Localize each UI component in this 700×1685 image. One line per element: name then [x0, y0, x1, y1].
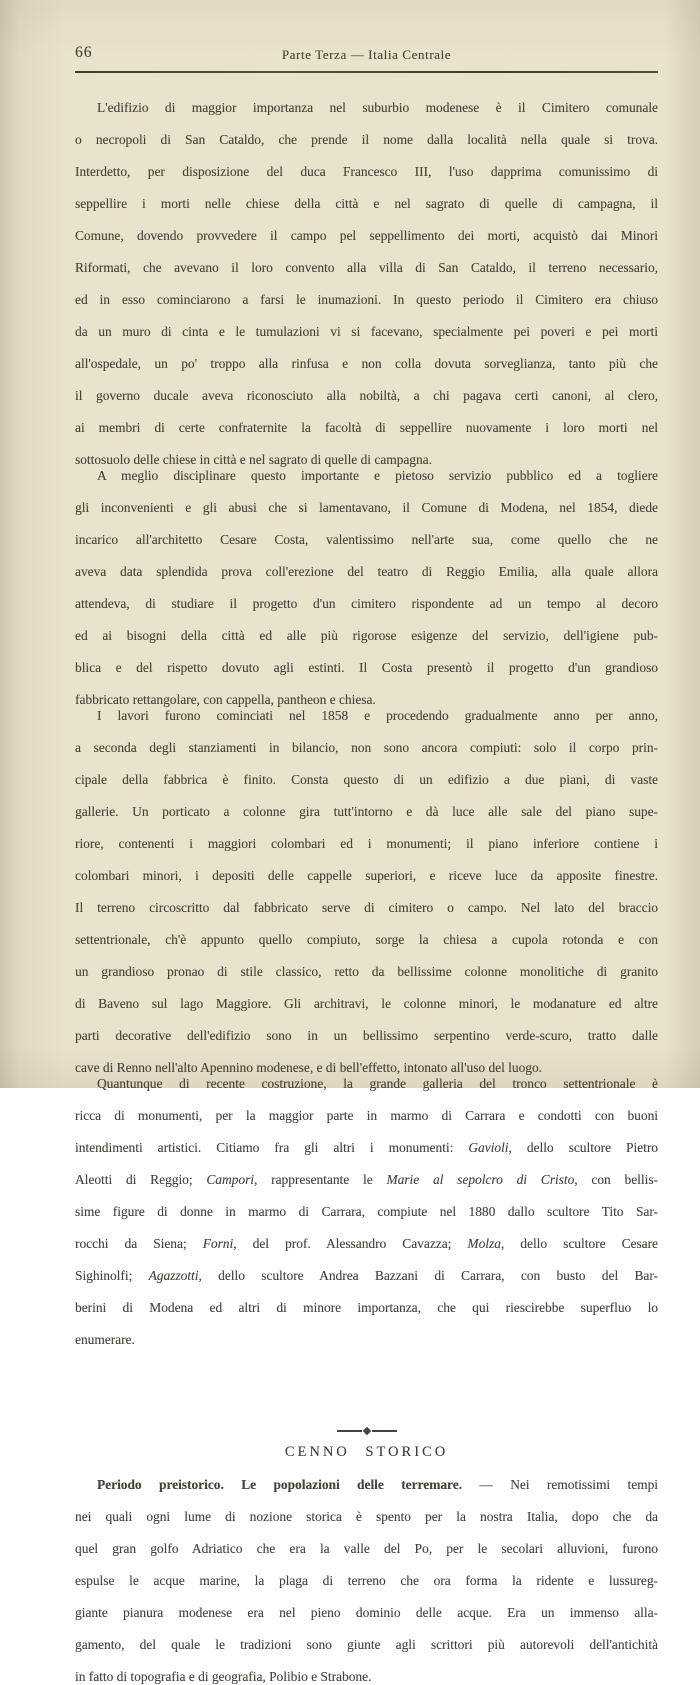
text-line: sottosuolo delle chiese in città e nel sagrato di quelle di campagna.	[75, 452, 432, 467]
text-line: settentrionale, ch'è appunto quello compiuto, sorge la chiesa a cupola rotonda e con	[75, 932, 658, 947]
text-line: Riformati, che avevano il loro convento alla villa di San Cataldo, il terreno necessario,	[75, 260, 658, 275]
text-line: gamento, del quale le tradizioni sono giunte agli scrittori più autorevoli dell'antichità	[75, 1637, 658, 1652]
paragraph	[75, 468, 658, 708]
text-line: ricca di monumenti, per la maggior parte in marmo di Carrara e condotti con buoni	[75, 1108, 658, 1123]
running-title: Parte Terza — Italia Centrale	[281, 47, 452, 62]
paragraph	[75, 1477, 658, 1685]
text-line: cave di Renno nell'alto Apennino modenese, e di bell'effetto, intonato all'uso del luogo.	[75, 1060, 542, 1075]
text-line: Sighinolfi; Agazzotti, dello scultore Andrea Bazzani di Carrara, con busto del Bar-	[75, 1268, 658, 1283]
text-line: espulse le acque marine, la plaga di terreno che ora forma la ridente e lussureg-	[75, 1573, 658, 1588]
text-line: fabbricato rettangolare, con cappella, pantheon e chiesa.	[75, 692, 376, 707]
text-line: Interdetto, per disposizione del duca Francesco III, l'uso dapprima comunissimo di	[75, 164, 658, 179]
text-line: rocchi da Siena; Forni, del prof. Alessandro Cavazza; Molza, dello scultore Cesare	[75, 1236, 658, 1251]
text-line: sime figure di donne in marmo di Carrara, compiute nel 1880 dallo scultore Tito Sar-	[75, 1204, 658, 1219]
text-line: parti decorative dell'edifizio sono in un bellissimo serpentino verde-scuro, tratto dalle	[75, 1028, 658, 1043]
text-line: o necropoli di San Cataldo, che prende il nome dalla località nella quale si trova.	[75, 132, 658, 147]
text-line: Quantunque di recente costruzione, la grande galleria del tronco settentrionale è	[97, 1076, 658, 1091]
text-line: gallerie. Un porticato a colonne gira tutt'intorno e dà luce alle sale del piano supe-	[75, 804, 658, 819]
paragraph	[75, 1076, 658, 1348]
text-line: intendimenti artistici. Citiamo fra gli altri i monumenti: Gavioli, dello scultore Pietro	[75, 1140, 658, 1155]
text-line: Aleotti di Reggio; Campori, rappresentante le Marie al sepolcro di Cristo, con bellis-	[75, 1172, 658, 1187]
text-line: riore, contenenti i maggiori colombari ed i monumenti; il piano inferiore contiene i	[75, 836, 658, 851]
section-heading: CENNO STORICO	[284, 1444, 449, 1460]
text-line: a seconda degli stanziamenti in bilancio, non sono ancora compiuti: solo il corpo prin-	[75, 740, 658, 755]
text-line: attendeva, di studiare il progetto d'un cimitero rispondente ad un tempo al decoro	[75, 596, 658, 611]
divider-line-left-icon	[337, 1430, 362, 1432]
text-line: incarico all'architetto Cesare Costa, valentissimo nell'arte sua, come quello che ne	[75, 532, 658, 547]
text-line: da un muro di cinta e le tumulazioni vi si facevano, specialmente pei poveri e pei morti	[75, 324, 658, 339]
text-line: quel gran golfo Adriatico che era la valle del Po, per le secolari alluvioni, furono	[75, 1541, 658, 1556]
text-line: ed ai bisogni della città ed alle più rigorose esigenze del servizio, dell'igiene pub-	[75, 628, 658, 643]
divider-diamond-icon	[362, 1427, 370, 1435]
text-line: ai membri di certe confraternite la facoltà di seppellire nuovamente i loro morti nel	[75, 420, 658, 435]
text-line: in fatto di topografia e di geografia, Polibio e Strabone.	[75, 1669, 372, 1684]
divider-line-right-icon	[372, 1430, 397, 1432]
section-divider	[327, 1428, 407, 1434]
text-line: Il terreno circoscritto dal fabbricato serve di cimitero o campo. Nel lato del braccio	[75, 900, 658, 915]
page-number: 66	[75, 44, 93, 61]
text-line: blica e del rispetto dovuto agli estinti. Il Costa presentò il progetto d'un grandioso	[75, 660, 658, 675]
text-line: aveva data splendida prova coll'erezione del teatro di Reggio Emilia, alla quale allora	[75, 564, 658, 579]
text-line: all'ospedale, un po' troppo alla rinfusa e non colla dovuta sorveglianza, tanto più che	[75, 356, 658, 371]
header-rule	[75, 71, 658, 73]
text-line: seppellire i morti nelle chiese della città e nel sagrato di quelle di campagna, il	[75, 196, 658, 211]
paragraph	[75, 708, 658, 1076]
text-line: cipale della fabbrica è finito. Consta questo di un edifizio a due piani, di vaste	[75, 772, 658, 787]
text-line: Comune, dovendo provvedere il campo pel seppellimento dei morti, acquistò dai Minori	[75, 228, 658, 243]
section-text	[75, 1477, 658, 1685]
text-line: berini di Modena ed altri di minore importanza, che qui riescirebbe superfluo lo	[75, 1300, 658, 1315]
paragraph	[75, 100, 658, 468]
text-line: Periodo preistorico. Le popolazioni delle terremare. — Nei remotissimi tempi	[97, 1477, 659, 1492]
text-line: di Baveno sul lago Maggiore. Gli architravi, le colonne minori, le modanature ed altre	[75, 996, 658, 1011]
text-line: giante pianura modenese era nel pieno dominio delle acque. Era un immenso alla-	[75, 1605, 658, 1620]
text-line: ed in esso cominciarono a farsi le inumazioni. In questo periodo il Cimitero era chiuso	[75, 292, 658, 307]
text-line: enumerare.	[75, 1332, 135, 1347]
text-line: colombari minori, i depositi delle cappelle superiori, e riceve luce da apposite finestre.	[75, 868, 658, 883]
text-line: A meglio disciplinare questo importante e pietoso servizio pubblico ed a togliere	[97, 468, 658, 483]
text-line: il governo ducale aveva riconosciuto alla nobiltà, a chi pagava certi canoni, al clero,	[75, 388, 658, 403]
text-line: I lavori furono cominciati nel 1858 e procedendo gradualmente anno per anno,	[97, 708, 658, 723]
text-line: un grandioso pronao di stile classico, retto da bellissime colonne monolitiche di granito	[75, 964, 658, 979]
text-line: nei quali ogni lume di nozione storica è spento per la nostra Italia, dopo che da	[75, 1509, 658, 1524]
text-column	[75, 100, 658, 1685]
main-text	[75, 100, 658, 1348]
text-line: L'edifizio di maggior importanza nel suburbio modenese è il Cimitero comunale	[97, 100, 658, 115]
text-line: gli inconvenienti e gli abusi che si lamentavano, il Comune di Modena, nel 1854, diede	[75, 500, 658, 515]
